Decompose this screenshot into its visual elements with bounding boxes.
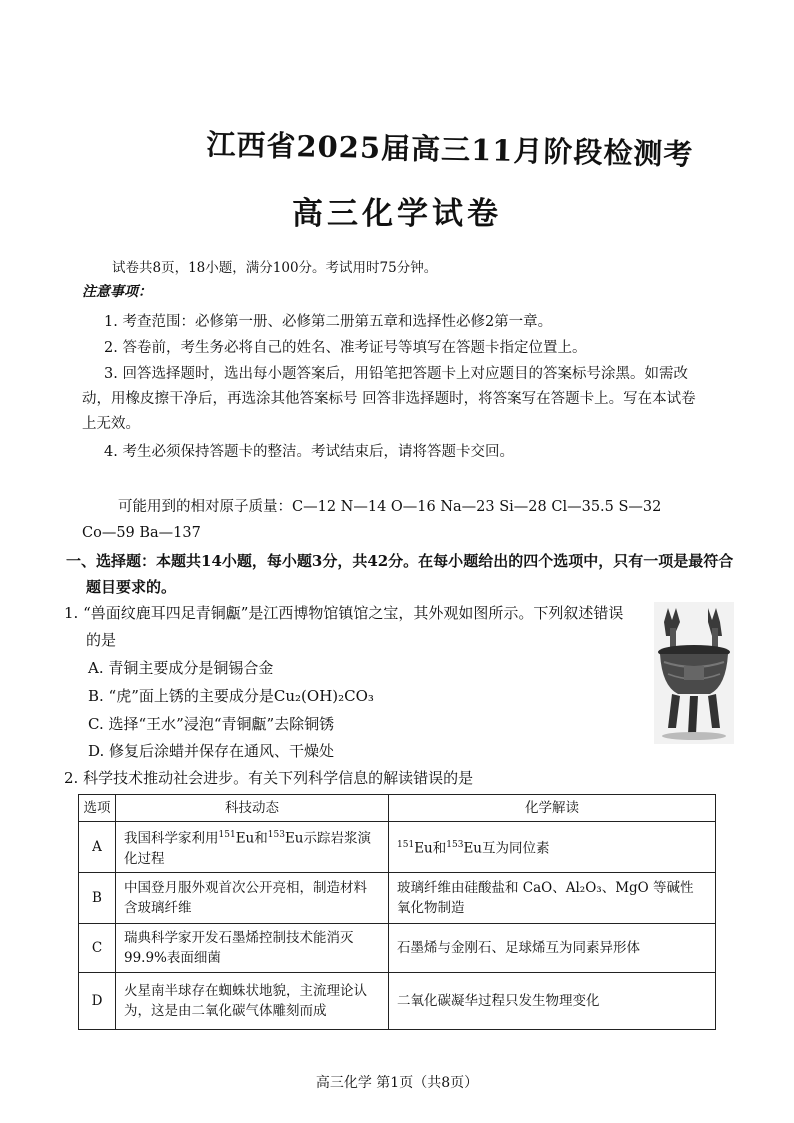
header-interpretation: 化学解读 (389, 795, 716, 822)
exam-title: 江西省2025届高三11月阶段检测考 (206, 127, 694, 172)
oxide-formulas: CaO、Al₂O₃、MgO (522, 879, 649, 896)
element-symbol: Eu (235, 830, 255, 847)
section-heading-line-1: 一、选择题：本题共14小题，每小题3分，共42分。在每小题给出的四个选项中，只有一项是最符合 (66, 552, 734, 570)
element-symbol: Eu (284, 830, 304, 847)
isotope-mass: 153 (446, 840, 464, 850)
section-heading-line-2: 题目要求的。 (86, 578, 177, 596)
element-symbol: Eu (463, 840, 482, 857)
row-option: B (79, 872, 116, 923)
question-1-option-b (88, 686, 374, 706)
header-option: 选项 (79, 795, 116, 822)
row-interpretation: 石墨烯与金刚石、足球烯互为同素异形体 (389, 923, 716, 972)
row-news: 火星南半球存在蜘蛛状地貌，主流理论认为，这是由二氧化碳气体雕刻而成 (116, 972, 389, 1029)
row-news: 中国登月服外观首次公开亮相，制造材料含玻璃纤维 (116, 872, 389, 923)
subject-title: 高三化学试卷 (292, 196, 502, 232)
page-footer: 高三化学 第1页（共8页） (315, 1075, 479, 1091)
row-option: D (79, 972, 116, 1029)
table-row (79, 923, 716, 972)
question-1-option-c: C. 选择“王水”浸泡“青铜甗”去除铜锈 (88, 715, 335, 733)
question-2-stem: 2. 科学技术推动社会进步。有关下列科学信息的解读错误的是 (64, 769, 474, 787)
interpretation-text: 等碱性氧化物制造 (397, 879, 694, 916)
interpretation-text: 玻璃纤维由硅酸盐和 (397, 879, 519, 896)
isotope-mass: 151 (218, 830, 236, 840)
header-news: 科技动态 (116, 795, 389, 822)
table-row (79, 872, 716, 923)
row-interpretation (389, 872, 716, 923)
isotope-mass: 153 (267, 830, 285, 840)
notice-item-3-line-2: 动，用橡皮擦干净后，再选涂其他答案标号 回答非选择题时，将答案写在答题卡上。写在本试卷 (82, 391, 696, 407)
question-1-option-d: D. 修复后涂蜡并保存在通风、干燥处 (88, 742, 335, 760)
table-row (79, 822, 716, 873)
row-news: 瑞典科学家开发石墨烯控制技术能消灭99.9%表面细菌 (116, 923, 389, 972)
row-news (116, 822, 389, 873)
table-row (79, 972, 716, 1029)
news-text: 我国科学家利用 (124, 830, 219, 847)
notice-item-3-line-1: 3. 回答选择题时，选出每小题答案后，用铅笔把答题卡上对应题目的答案标号涂黑。如需改 (104, 366, 688, 382)
exam-intro: 试卷共8页，18小题，满分100分。考试用时75分钟。 (112, 260, 438, 276)
interpretation-text: 互为同位素 (482, 840, 550, 857)
row-interpretation: 二氧化碳凝华过程只发生物理变化 (389, 972, 716, 1029)
isotope-mass: 151 (397, 840, 415, 850)
table-header-row (79, 795, 716, 822)
row-interpretation (389, 822, 716, 873)
row-option: A (79, 822, 116, 873)
copper-carbonate-formula: Cu₂(OH)₂CO₃ (273, 687, 374, 705)
question-1-option-a: A. 青铜主要成分是铜锡合金 (88, 659, 274, 677)
conjunction: 和 (432, 840, 447, 857)
notice-item-1: 1. 考查范围：必修第一册、必修第二册第五章和选择性必修2第一章。 (104, 314, 553, 330)
option-b-text: B. “虎”面上锈的主要成分是 (88, 687, 274, 705)
question-1-stem-line-1: 1. “兽面纹鹿耳四足青铜甗”是江西博物馆镇馆之宝，其外观如图所示。下列叙述错误 (64, 604, 624, 622)
atomic-masses-line-2: Co—59 Ba—137 (82, 525, 201, 541)
question-2-table (78, 794, 716, 1030)
notice-item-4: 4. 考生必须保持答题卡的整洁。考试结束后，请将答题卡交回。 (104, 444, 514, 460)
notice-item-3-line-3: 上无效。 (82, 416, 140, 432)
news-text: 示踪岩浆演化过程 (124, 830, 371, 867)
question-1-stem-line-2: 的是 (86, 631, 117, 649)
conjunction: 和 (254, 830, 268, 847)
notice-item-2: 2. 答卷前，考生务必将自己的姓名、准考证号等填写在答题卡指定位置上。 (104, 340, 587, 356)
notice-title: 注意事项： (82, 284, 152, 300)
bronze-vessel-image (654, 602, 734, 744)
atomic-masses-line-1: 可能用到的相对原子质量：C—12 N—14 O—16 Na—23 Si—28 Cl—35.5 S—32 (118, 499, 662, 515)
row-option: C (79, 923, 116, 972)
element-symbol: Eu (414, 840, 433, 857)
